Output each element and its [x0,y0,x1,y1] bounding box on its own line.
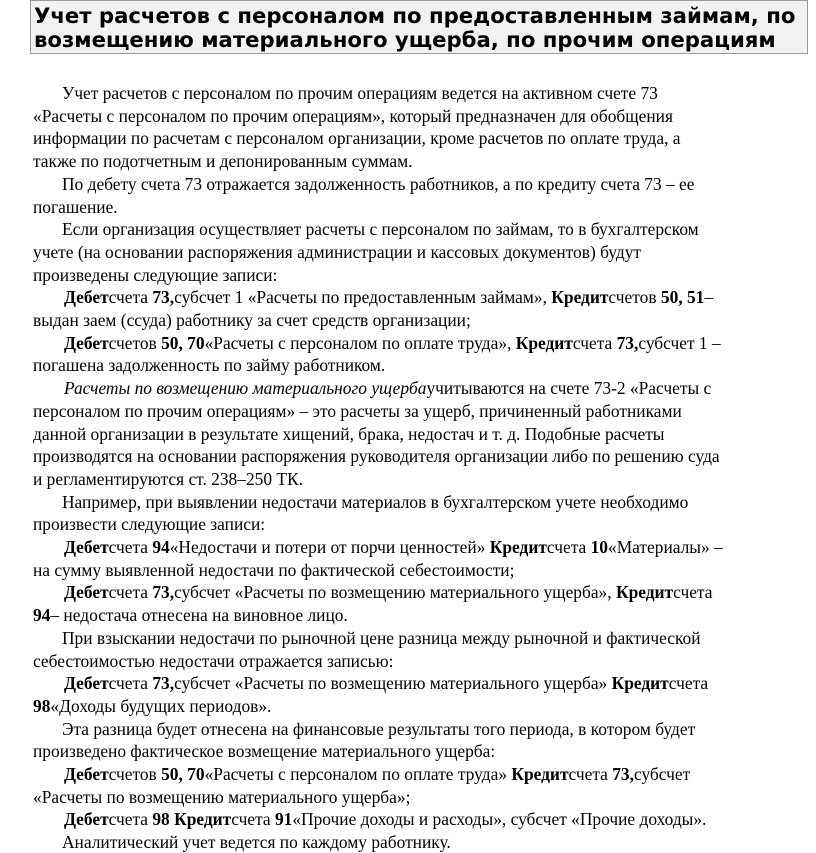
paragraph-line: на сумму выявленной недостачи по фактической себестоимости; [33,559,515,580]
paragraph-line: «Расчеты с персоналом по прочим операциям», который предназначен для обобщения [33,105,673,126]
paragraph-line: произведено фактическое возмещение материального ущерба: [33,741,496,762]
italic-term: Расчеты по возмещению материального ущерба [64,378,427,399]
entry-line: Дебетсчета 73,субсчет «Расчеты по возмещению материального ущерба» Кредитсчета [64,673,709,694]
paragraph-line: Если организация осуществляет расчеты с персоналом по займам, то в бухгалтерском [62,219,699,240]
paragraph-line: «Расчеты по возмещению материального ущерба»; [33,786,411,807]
paragraph-line: Учет расчетов с персоналом по прочим операциям ведется на активном счете 73 [62,83,658,103]
entry-line: Дебетсчета 73,субсчет 1 «Расчеты по предоставленным займам», Кредитсчетов 50, 51– [64,287,714,308]
entry-line: Дебетсчета 98 Кредитсчета 91«Прочие доходы и расходы», субсчет «Прочие доходы». [64,809,707,830]
account-number: 73, [612,764,634,784]
account-number: 98 [33,695,51,716]
account-number: 50, 70 [161,332,205,353]
paragraph-line: также по подотчетным и депонированным суммам. [33,151,413,172]
title-line-1: Учет расчетов с персоналом по предоставленным займам, по [34,3,796,28]
account-number: 73, [616,332,639,353]
debit-label: Дебет [64,809,109,830]
paragraph-line: По дебету счета 73 отражается задолженность работников, а по кредиту счета 73 – ее [62,173,695,194]
account-number: 91 [274,809,293,830]
paragraph-line: 94– недостача отнесена на виновное лицо. [33,605,348,626]
account-number: 94 [152,537,170,557]
paragraph-line: Аналитический учет ведется по каждому работнику. [62,832,451,853]
paragraph-line: и регламентируются ст. 238–250 ТК. [33,468,303,489]
paragraph-line: информации по расчетам с персоналом организации, кроме расчетов по оплате труда, а [33,128,681,149]
credit-label: Кредит [611,673,669,694]
credit-label: Кредит [615,582,674,603]
paragraph-line: погашение. [33,196,118,217]
debit-label: Дебет [64,582,109,603]
account-number: 50, 51 [660,287,705,308]
account-number: 73, [152,287,175,308]
title-line-2: возмещению материального ущерба, по прочим операциям [34,26,776,52]
account-number: 98 [152,809,170,830]
paragraph-line: произвести следующие записи: [33,514,266,535]
debit-label: Дебет [64,764,109,784]
entry-line: Дебетсчетов 50, 70«Расчеты с персоналом по оплате труда», Кредитсчета 73,субсчет 1 – [64,332,721,353]
entry-line: Дебетсчета 73,субсчет «Расчеты по возмещению материального ущерба», Кредитсчета [64,582,713,603]
credit-label: Кредит [551,287,609,308]
debit-label: Дебет [64,537,109,557]
paragraph-line: выдан заем (ссуда) работнику за счет средств организации; [33,310,471,330]
credit-label: Кредит [511,764,569,784]
credit-label: Кредит [174,809,232,830]
entry-line: Дебетсчета 94«Недостачи и потери от порчи ценностей» Кредитсчета 10«Материалы» – [64,537,723,557]
account-number: 94 [33,605,51,626]
credit-label: Кредит [515,332,573,353]
debit-label: Дебет [64,673,109,694]
debit-label: Дебет [64,287,109,308]
account-number: 50, 70 [161,764,205,784]
paragraph-line: себестоимостью недостачи отражается записью: [33,650,394,671]
paragraph-line: персоналом по прочим операциям» – это расчеты за ущерб, причиненный работниками [33,400,682,421]
debit-label: Дебет [64,332,109,353]
entry-line: Дебетсчетов 50, 70«Расчеты с персоналом по оплате труда» Кредитсчета 73,субсчет [64,764,691,784]
paragraph-line: Расчеты по возмещению материального ущербаучитываются на счете 73-2 «Расчеты с [64,378,712,399]
account-number: 10 [590,537,608,557]
paragraph-line: Например, при выявлении недостачи материалов в бухгалтерском учете необходимо [62,491,689,512]
page-title [30,0,808,54]
paragraph-line: 98«Доходы будущих периодов». [33,695,272,716]
paragraph-line: учете (на основании распоряжения администрации и кассовых документов) будут [33,241,642,262]
paragraph-line: погашена задолженность по займу работником. [33,355,386,376]
account-number: 73, [152,673,175,694]
paragraph-line: Эта разница будет отнесена на финансовые результаты того периода, в котором будет [62,718,696,739]
credit-label: Кредит [489,537,547,557]
paragraph-line: При взыскании недостачи по рыночной цене разница между рыночной и фактической [62,627,701,648]
paragraph-line: произведены следующие записи: [33,264,278,285]
paragraph-line: производятся на основании распоряжения руководителя организации либо по решению суда [33,446,720,467]
account-number: 73, [152,582,175,603]
paragraph-line: данной организации в результате хищений, брака, недостач и т. д. Подобные расчеты [33,423,665,444]
